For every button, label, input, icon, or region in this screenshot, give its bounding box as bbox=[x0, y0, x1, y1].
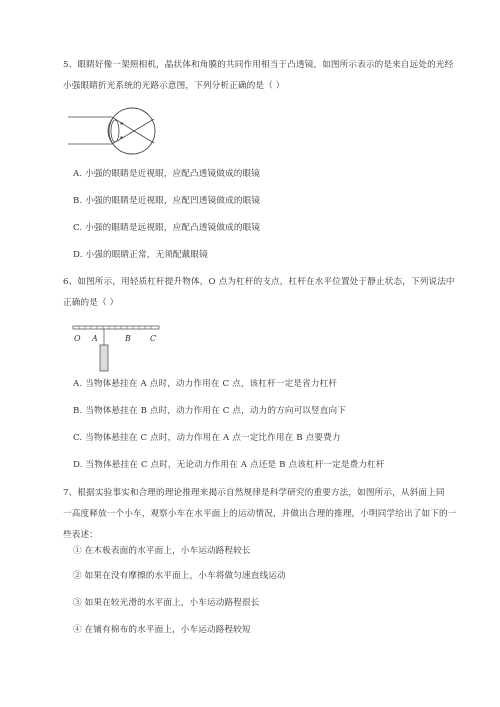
q7-statement-3: ③ 如果在较光滑的水平面上，小车运动路程很长 bbox=[73, 598, 260, 608]
q5-option-b[interactable]: B. 小强的眼睛是近视眼，应配凹透镜做成的眼镜 bbox=[73, 196, 261, 206]
q7-statement-4: ④ 在铺有棉布的水平面上，小车运动路程较短 bbox=[73, 625, 251, 635]
q7-statement-2: ② 如果在没有摩擦的水平面上，小车将做匀速直线运动 bbox=[73, 571, 286, 581]
q6-option-a[interactable]: A. 当物体悬挂在 A 点时，动力作用在 C 点，该杠杆一定是省力杠杆 bbox=[73, 379, 338, 389]
q6-stem-line2: 正确的是（ ） bbox=[63, 298, 119, 308]
q6-option-b[interactable]: B. 当物体悬挂在 B 点时，动力作用在 C 点，动力的方向可以竖直向下 bbox=[73, 406, 347, 416]
q7-stem-line2: 一高度释放一个小车，观察小车在水平面上的运动情况，并做出合理的推理，小明同学给出了如下的一 bbox=[63, 509, 457, 519]
q7-stem-line1: 7、根据实验事实和合理的理论推理来揭示自然规律是科学研究的重要方法，如图所示，从斜面上同 bbox=[63, 488, 445, 498]
q5-option-d[interactable]: D. 小强的眼睛正常，无须配戴眼镜 bbox=[73, 250, 208, 260]
q6-option-c[interactable]: C. 当物体悬挂在 C 点时，动力作用在 A 点一定比作用在 B 点要费力 bbox=[73, 433, 341, 443]
q7-stem-line3: 些表述： bbox=[63, 530, 98, 540]
q5-option-c[interactable]: C. 小强的眼睛是远视眼，应配凸透镜做成的眼镜 bbox=[73, 223, 261, 233]
q5-option-a[interactable]: A. 小强的眼睛是近视眼，应配凸透镜做成的眼镜 bbox=[73, 169, 260, 179]
lever-label-a: A bbox=[92, 334, 98, 343]
lever-diagram bbox=[70, 321, 166, 377]
lever-label-c: C bbox=[150, 334, 157, 343]
q5-stem-line2: 小强眼睛折光系统的光路示意图，下列分析正确的是（ ） bbox=[63, 81, 285, 91]
q7-statement-1: ① 在木板表面的水平面上，小车运动路程较长 bbox=[73, 546, 251, 556]
eye-diagram bbox=[68, 103, 178, 161]
q5-stem-line1: 5、眼睛好像一架照相机，晶状体和角膜的共同作用相当于凸透镜，如图所示表示的是来自远处的光经 bbox=[63, 60, 454, 70]
q6-option-d[interactable]: D. 当物体悬挂在 C 点时，无论动力作用在 A 点还是 B 点该杠杆一定是费力杠杆 bbox=[73, 460, 385, 470]
lever-label-o: O bbox=[74, 334, 81, 343]
lever-label-b: B bbox=[125, 334, 131, 343]
q6-stem-line1: 6、如图所示，用轻质杠杆提升物体，O 点为杠杆的支点，杠杆在水平位置处于静止状态，下列说法中 bbox=[63, 277, 455, 287]
